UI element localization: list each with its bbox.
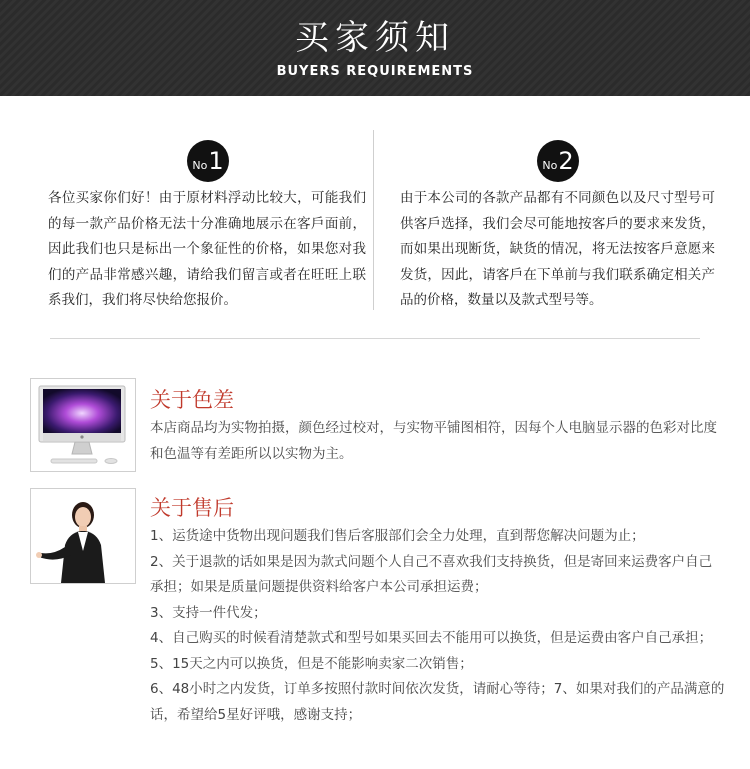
list-item: 2、关于退款的话如果是因为款式问题个人自己不喜欢我们支持换货，但是寄回来运费客户自己承担；如果是质量问题提供资料给客户本公司承担运费； [150,553,713,595]
badge-number: 2 [558,147,574,175]
notice-column-1 [48,140,366,314]
customer-service-person-icon [31,489,135,583]
badge-number: 1 [208,147,224,175]
section-divider [50,338,700,339]
page-subtitle: BUYERS REQUIREMENTS [276,64,474,79]
after-sale-section [150,494,725,728]
notice-column-2 [400,140,715,314]
desktop-computer-icon [31,379,135,471]
list-item: 6、48小时之内发货，订单多按照付款时间依次发货，请耐心等待；7、如果对我们的产品满意的话，希望给5星好评哦，感谢支持； [150,681,725,723]
list-item: 3、支持一件代发； [150,604,267,621]
page-title: 买家须知 [295,18,455,58]
list-item: 4、自己购买的时候看清楚款式和型号如果买回去不能用可以换货，但是运费由客户自己承担； [150,630,713,646]
color-difference-section [150,386,725,467]
section-title-aftersale: 关于售后 [150,496,234,520]
section-title-color: 关于色差 [150,388,234,412]
list-item: 5、15天之内可以换货，但是不能影响卖家二次销售； [150,655,473,672]
number-badge-1 [187,140,229,182]
badge-prefix: No [192,159,208,172]
badge-prefix: No [542,159,558,172]
notice-text-2: 由于本公司的各款产品都有不同颜色以及尺寸型号可供客戶选择，我们会尽可能地按客戶的要求来发货，而如果出现断货，缺货的情况，将无法按客戶意愿来发货，因此，请客戶在下单前与我们联系确定相关产品的价格，数量以及款式型号等。 [400,190,715,308]
column-divider [373,130,374,310]
notice-text-1: 各位买家你们好！由于原材料浮动比较大，可能我们的每一款产品价格无法十分准确地展示在客戶面前，因此我们也只是标出一个象征性的价格，如果您对我们的产品非常感兴趣，请给我们留言或者在旺旺上联系我们，我们将尽快给您报价。 [48,190,366,308]
color-difference-text: 本店商品均为实物拍摄，颜色经过校对，与实物平铺图相符，因每个人电脑显示器的色彩对比度和色温等有差距所以以实物为主。 [150,420,717,462]
header-banner [0,0,750,96]
agent-thumbnail [30,488,136,584]
after-sale-list [150,524,725,728]
number-badge-2 [537,140,579,182]
list-item: 1、运货途中货物出现问题我们售后客服部们会全力处理，直到帮您解决问题为止； [150,528,645,544]
monitor-thumbnail [30,378,136,472]
